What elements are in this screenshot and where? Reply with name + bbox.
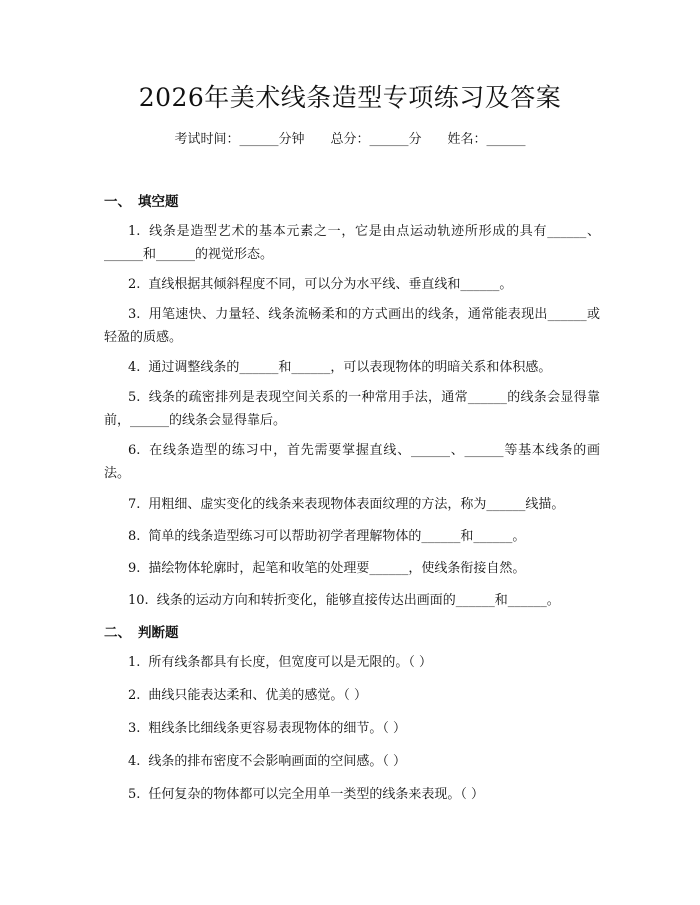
section-number: 二、 xyxy=(104,625,131,641)
question-text: 曲线只能表达柔和、优美的感觉。（ ） xyxy=(148,688,368,703)
question-text: 简单的线条造型练习可以帮助初学者理解物体的______和______。 xyxy=(148,529,526,544)
question-number: 4. xyxy=(128,360,141,375)
question-text: 线条的运动方向和转折变化，能够直接传达出画面的______和______。 xyxy=(156,593,560,608)
question-text: 任何复杂的物体都可以完全用单一类型的线条来表现。（ ） xyxy=(148,787,485,802)
question-item xyxy=(104,386,600,432)
question-item xyxy=(104,525,600,548)
question-number: 1. xyxy=(128,655,141,670)
question-item xyxy=(104,589,600,612)
question-number: 7. xyxy=(128,497,141,512)
question-item xyxy=(104,783,600,806)
question-text: 线条的排布密度不会影响画面的空间感。（ ） xyxy=(148,754,407,769)
question-number: 2. xyxy=(128,277,141,292)
question-text: 线条的疏密排列是表现空间关系的一种常用手法，通常______的线条会显得靠前，______的线条会显得靠后。 xyxy=(104,390,600,428)
question-text: 所有线条都具有长度，但宽度可以是无限的。（ ） xyxy=(148,655,433,670)
question-number: 9. xyxy=(128,561,141,576)
student-name-field: 姓名：______ xyxy=(447,132,526,147)
question-item xyxy=(104,439,600,485)
question-text: 线条是造型艺术的基本元素之一，它是由点运动轨迹所形成的具有______、______和______的视觉形态。 xyxy=(104,224,600,262)
question-text: 在线条造型的练习中，首先需要掌握直线、______、______等基本线条的画法。 xyxy=(104,443,600,481)
question-item xyxy=(104,717,600,740)
section-heading-true-false xyxy=(104,624,179,642)
question-item xyxy=(104,493,600,516)
question-text: 用笔速快、力量轻、线条流畅柔和的方式画出的线条，通常能表现出______或轻盈的质感。 xyxy=(104,307,600,345)
question-item xyxy=(104,273,600,296)
exam-time-field: 考试时间：______分钟 xyxy=(174,132,305,147)
exam-meta xyxy=(0,131,700,149)
question-item xyxy=(104,220,600,266)
section-heading-fill-blank xyxy=(104,193,179,211)
question-text: 描绘物体轮廓时，起笔和收笔的处理要______，使线条衔接自然。 xyxy=(148,561,526,576)
question-item xyxy=(104,303,600,349)
section-title: 判断题 xyxy=(138,625,179,641)
question-item xyxy=(104,557,600,580)
question-number: 3. xyxy=(128,307,141,322)
question-text: 通过调整线条的______和______，可以表现物体的明暗关系和体积感。 xyxy=(148,360,552,375)
question-item xyxy=(104,651,600,674)
question-number: 6. xyxy=(128,443,141,458)
question-number: 4. xyxy=(128,754,141,769)
question-item xyxy=(104,356,600,379)
section-title: 填空题 xyxy=(138,194,179,210)
question-text: 用粗细、虚实变化的线条来表现物体表面纹理的方法，称为______线描。 xyxy=(148,497,565,512)
question-text: 直线根据其倾斜程度不同，可以分为水平线、垂直线和______。 xyxy=(148,277,513,292)
question-number: 10. xyxy=(128,593,149,608)
question-item xyxy=(104,684,600,707)
question-number: 1. xyxy=(128,224,141,239)
question-number: 2. xyxy=(128,688,141,703)
question-number: 5. xyxy=(128,390,141,405)
section-number: 一、 xyxy=(104,194,131,210)
question-text: 粗线条比细线条更容易表现物体的细节。（ ） xyxy=(148,721,407,736)
total-score-field: 总分：______分 xyxy=(330,132,422,147)
question-number: 8. xyxy=(128,529,141,544)
question-number: 5. xyxy=(128,787,141,802)
question-item xyxy=(104,750,600,773)
question-number: 3. xyxy=(128,721,141,736)
page-title: 2026年美术线条造型专项练习及答案 xyxy=(138,83,562,112)
